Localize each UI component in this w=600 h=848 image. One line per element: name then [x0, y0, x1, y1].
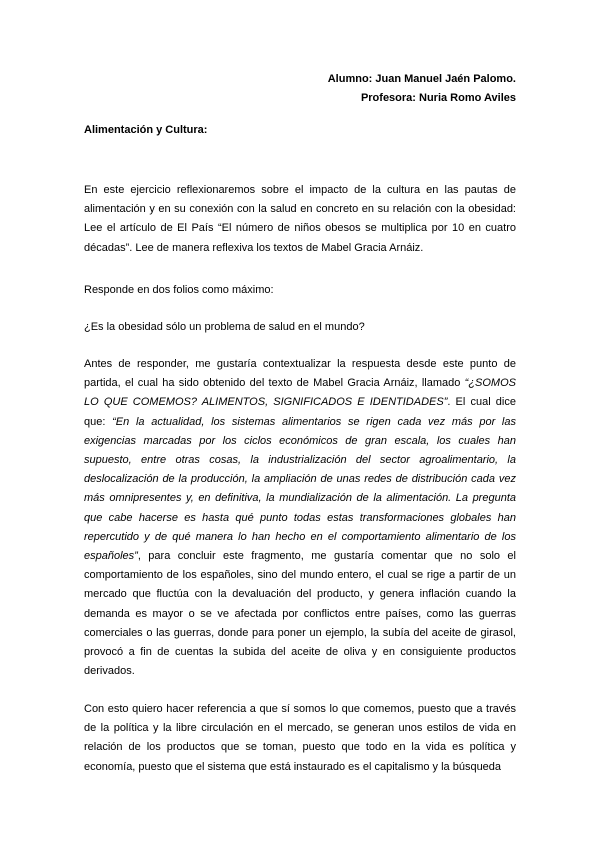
question-paragraph: [84, 318, 516, 337]
document-title: Alimentación y Cultura:: [84, 124, 208, 136]
conclusion-text: Con esto quiero hacer referencia a que sí somos lo que comemos, puesto que a través de la política y la libre circulación en el mercado, se generan unos estilos de vida en relación de los productos que se toman, puesto que todo en la vida es política y economía, puesto que el sistema que está instaurado es el capitalismo y la búsqueda: [84, 703, 516, 773]
question-text: ¿Es la obesidad sólo un problema de salud en el mundo?: [84, 321, 365, 333]
intro-text: En este ejercicio reflexionaremos sobre el impacto de la cultura en las pautas de alimentación y en su conexión con la salud en concreto en su relación con la obesidad: Lee el artículo de El País “El número de niños obesos se multiplica por 10 en cuatro décadas”. Lee de manera reflexiva los textos de Mabel Gracia Arnáiz.: [84, 184, 516, 254]
intro-paragraph: [84, 181, 516, 258]
answer-mid: . El cual dice que:: [84, 396, 516, 428]
answer-rest: , para concluir este fragmento, me gustaría comentar que no solo el comportamiento de los españoles, sino del mundo entero, el cual se rige a partir de un mercado que fluctúa con la devaluación del producto, y genera inflación cuando la demanda es mayor o se ve afectada por conflictos entre países, como las guerras comerciales o las guerras, donde para poner un ejemplo, la subía del aceite de girasol, provocó a fin de cuentas la subida del aceite de oliva y en consiguiente productos derivados.: [84, 550, 516, 678]
instruction-paragraph: [84, 281, 516, 300]
conclusion-paragraph: [84, 700, 516, 777]
answer-text: [84, 355, 516, 681]
instruction-text: Responde en dos folios como máximo:: [84, 284, 274, 296]
teacher-name: Profesora: Nuria Romo Aviles: [360, 92, 516, 104]
source-title: “¿SOMOS LO QUE COMEMOS? ALIMENTOS, SIGNIFICADOS E IDENTIDADES”: [84, 377, 516, 409]
quoted-fragment: “En la actualidad, los sistemas alimentarios se rigen cada vez más por las exigencias marcadas por los ciclos económicos de gran escala, los cuales han supuesto, entre otras cosas, la industrialización del sector agroalimentario, la deslocalización de la producción, la ampliación de unas redes de distribución cada vez más omnipresentes y, en definitiva, la mundialización de la alimentación. La pregunta que cabe hacerse es hasta qué punto todas estas transformaciones globales han repercutido y de qué manera lo han hecho en el comportamiento alimentario de los españoles”: [84, 415, 516, 563]
student-name: Alumno: Juan Manuel Jaén Palomo.: [327, 73, 516, 85]
answer-paragraph: [84, 355, 516, 681]
document-header: [328, 70, 516, 108]
answer-before-title: Antes de responder, me gustaría contextualizar la respuesta desde este punto de partida, el cual ha sido obtenido del texto de Mabel Gracia Arnáiz, llamado: [84, 358, 516, 390]
